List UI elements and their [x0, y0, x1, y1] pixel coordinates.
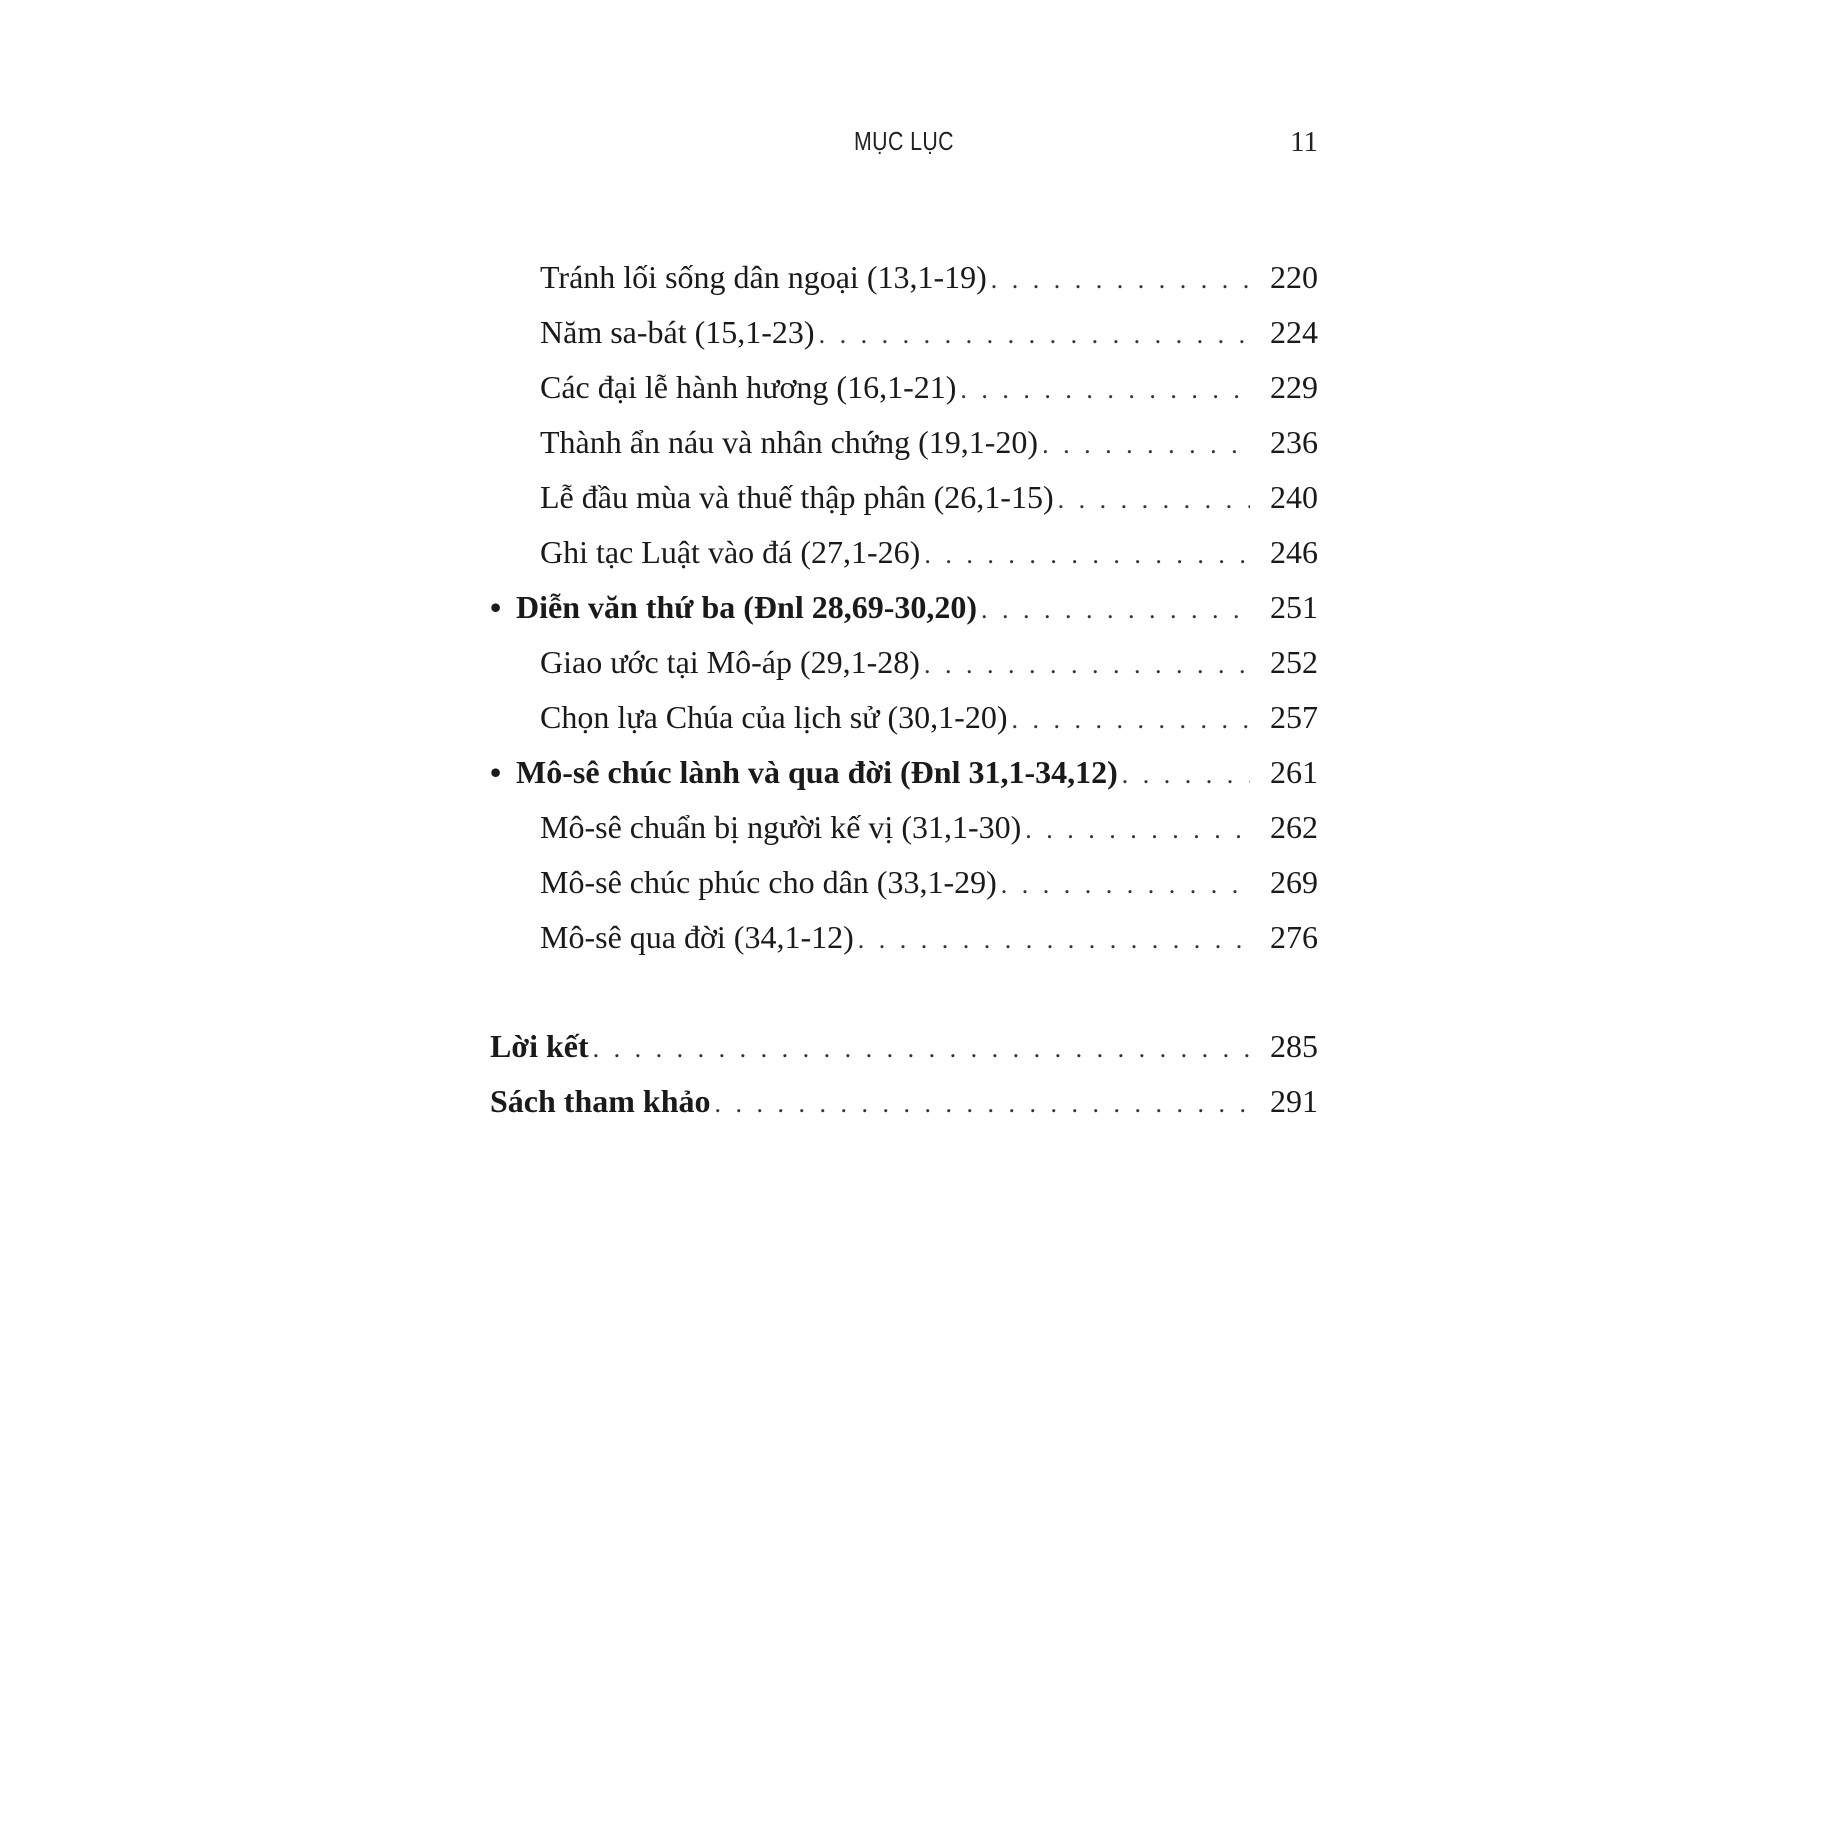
dot-leader	[1042, 417, 1250, 472]
toc-entry-page: 246	[1270, 534, 1318, 570]
dot-leader	[819, 307, 1250, 362]
dot-leader	[1001, 857, 1250, 912]
bullet-icon: •	[490, 589, 502, 625]
toc-entry	[490, 360, 1318, 415]
dot-leader	[1025, 802, 1250, 857]
dot-leader	[593, 1021, 1250, 1076]
dot-leader	[981, 582, 1250, 637]
dot-leader	[1122, 747, 1250, 802]
table-of-contents	[490, 250, 1318, 1129]
running-header	[490, 126, 1318, 166]
section-gap	[490, 965, 1318, 1019]
toc-entry-title: Ghi tạc Luật vào đá (27,1-26)	[540, 534, 921, 570]
toc-entry-title: Giao ước tại Mô-áp (29,1-28)	[540, 644, 920, 680]
dot-leader	[1058, 472, 1250, 527]
toc-entry-page: 262	[1270, 809, 1318, 845]
toc-back-matter-entry	[490, 1074, 1318, 1129]
toc-chapter-entry	[490, 580, 1318, 635]
toc-entry-page: 236	[1270, 424, 1318, 460]
toc-entry-title	[490, 745, 1118, 800]
dot-leader	[924, 527, 1250, 582]
dot-leader	[715, 1076, 1251, 1131]
toc-entry-text: Diễn văn thứ ba (Đnl 28,69-30,20)	[516, 589, 978, 625]
toc-entry-title: Lời kết	[490, 1028, 589, 1064]
toc-entry	[490, 525, 1318, 580]
toc-back-matter-entry	[490, 1019, 1318, 1074]
dot-leader	[858, 912, 1250, 967]
toc-entry	[490, 250, 1318, 305]
toc-entry-page: 251	[1270, 589, 1318, 625]
toc-entry-title: Sách tham khảo	[490, 1083, 711, 1119]
dot-leader	[991, 252, 1250, 307]
dot-leader	[960, 362, 1250, 417]
toc-entry-title: Mô-sê chúc phúc cho dân (33,1-29)	[540, 864, 997, 900]
toc-chapter-entry	[490, 745, 1318, 800]
dot-leader	[1011, 692, 1250, 747]
toc-entry-title: Tránh lối sống dân ngoại (13,1-19)	[540, 259, 987, 295]
toc-entry	[490, 415, 1318, 470]
toc-entry	[490, 635, 1318, 690]
page-number: 11	[1290, 126, 1318, 158]
bullet-icon: •	[490, 754, 502, 790]
toc-entry-title: Lễ đầu mùa và thuế thập phân (26,1-15)	[540, 479, 1054, 515]
toc-entry-title: Chọn lựa Chúa của lịch sử (30,1-20)	[540, 699, 1008, 735]
toc-entry-title: Thành ẩn náu và nhân chứng (19,1-20)	[540, 424, 1039, 460]
toc-entry	[490, 800, 1318, 855]
toc-entry	[490, 305, 1318, 360]
page-title: MỤC LỤC	[853, 126, 954, 156]
toc-entry	[490, 470, 1318, 525]
toc-entry-title: Mô-sê chuẩn bị người kế vị (31,1-30)	[540, 809, 1022, 845]
toc-entry-page: 229	[1270, 369, 1318, 405]
toc-entry-page: 269	[1270, 864, 1318, 900]
toc-entry-page: 240	[1270, 479, 1318, 515]
toc-entry-page: 252	[1270, 644, 1318, 680]
toc-entry-page: 220	[1270, 259, 1318, 295]
toc-entry-page: 257	[1270, 699, 1318, 735]
toc-entry-title: Mô-sê qua đời (34,1-12)	[540, 919, 854, 955]
toc-entry-page: 291	[1270, 1083, 1318, 1119]
toc-entry-page: 224	[1270, 314, 1318, 350]
toc-entry	[490, 855, 1318, 910]
toc-entry-title	[490, 580, 977, 635]
dot-leader	[924, 637, 1250, 692]
toc-entry	[490, 690, 1318, 745]
toc-entry-page: 285	[1270, 1028, 1318, 1064]
toc-entry-page: 276	[1270, 919, 1318, 955]
toc-entry	[490, 910, 1318, 965]
toc-entry-title: Các đại lễ hành hương (16,1-21)	[540, 369, 957, 405]
toc-entry-title: Năm sa-bát (15,1-23)	[540, 314, 815, 350]
toc-entry-text: Mô-sê chúc lành và qua đời (Đnl 31,1-34,12)	[516, 754, 1118, 790]
toc-entry-page: 261	[1270, 754, 1318, 790]
